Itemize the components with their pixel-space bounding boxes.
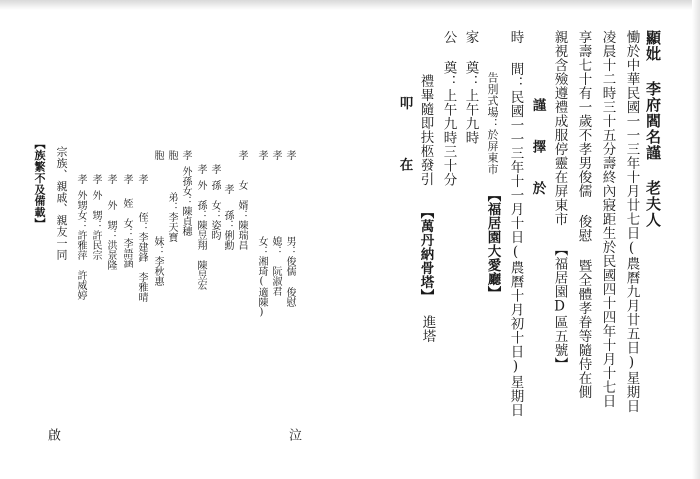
signature-left: 啟 <box>45 428 60 441</box>
after-rite: 禮畢隨即扶柩發引 <box>417 74 434 186</box>
notice-line-1: 慟於中華民國一一三年十月廿七日(農曆九月廿五日)星期日 <box>623 30 640 413</box>
mourner-sons: 男：俊儒 俊慰 <box>284 236 295 307</box>
mourner-dil: 媳： 阮淑君 <box>270 236 281 296</box>
mourner-ext-niece-label: 孝 <box>75 174 86 184</box>
kowtow: 叩 在 <box>396 96 413 187</box>
notice-line-3: 享壽七十有一歲不孝男俊儒 俊慰 暨全體孝眷等隨侍在側 <box>575 30 592 399</box>
mourner-son-in-law: 女 婿：陳瑞昌 <box>236 180 247 250</box>
enter-tower: 進塔 <box>419 315 436 343</box>
venue-label: 告別式場：於屏東市 <box>486 72 499 175</box>
apology-note: 【族繁不及備載】 <box>33 138 46 230</box>
mourner-ext-granddaughter-label: 孝 <box>180 150 191 160</box>
mourner-granddaughter-label: 孝 <box>209 164 220 174</box>
time-label: 時 <box>507 30 524 44</box>
family-rite: 家 奠：上午九時 <box>462 30 479 145</box>
tower-name: 【萬丹納骨塔】 <box>417 205 434 303</box>
mourner-sisters-label: 胞 <box>152 150 163 160</box>
mourner-daughter-label: 孝 <box>256 150 267 160</box>
mourner-niece-label: 孝 <box>121 174 132 184</box>
right-shadow <box>692 0 700 479</box>
deceased-title: 顯妣 李府閻名謹 老夫人 <box>644 30 662 228</box>
mourner-granddaughter: 孫 女：姿昀 <box>209 180 220 240</box>
mourner-ext-grandson: 外 孫：陳昱翔 陳昱宏 <box>195 180 206 290</box>
mourner-dil-label: 孝 <box>270 150 281 160</box>
mourner-ext-nephew-label: 孝 <box>90 174 101 184</box>
mourner-niece: 姪 女：李語涵 <box>121 198 132 268</box>
choose-date-heading: 謹 擇 於 <box>529 98 546 201</box>
mourner-brothers: 弟：李天寶 <box>166 192 177 242</box>
mourner-nephew-label: 孝 <box>136 174 147 184</box>
mourner-ext-nephew: 外 甥：許民宗 <box>90 190 101 260</box>
mourner-ext-niece: 外甥女：許雅萍 許威婷 <box>75 190 86 300</box>
mourner-nephew-wife-label: 孝 <box>105 174 116 184</box>
relatives-line: 宗族、親戚、親友一同 <box>55 146 68 260</box>
notice-line-2: 凌晨十二時三十五分壽終內寢距生於民國四十四年十月十七日 <box>599 30 616 408</box>
mourner-ext-granddaughter: 外孫女：陳貞穗 <box>180 166 191 236</box>
time-text: 間：民國一一三年十一月十日(農曆十月初十日)星期日 <box>507 62 524 417</box>
mourner-sisters: 妹：李秋惠 <box>152 236 163 286</box>
mourner-ext-grandson-label: 孝 <box>195 164 206 174</box>
top-shadow <box>0 0 700 10</box>
mourner-nephew-wife: 外 甥：洪景隆 <box>105 200 116 270</box>
sibling-header: 胞 <box>166 150 177 160</box>
mourner-sons-label: 孝 <box>284 150 295 160</box>
notice-line-4: 親視含殮遵禮成服停靈在屏東市 【福居園D區五號】 <box>551 30 568 371</box>
public-rite: 公 奠：上午九時三十分 <box>440 30 457 187</box>
signature-right: 泣 <box>286 428 301 441</box>
mourner-son-in-law-label: 孝 <box>236 150 247 160</box>
venue-name: 【福居園大愛廳】 <box>484 188 501 300</box>
mourner-daughter: 女：湘琦(適陳) <box>256 236 267 318</box>
mourner-nephew: 侄：李建鋒 李雅晴 <box>136 212 147 302</box>
mourner-grandson-label: 孝 <box>222 184 233 194</box>
mourner-grandson: 孫：俐勳 <box>222 210 233 250</box>
